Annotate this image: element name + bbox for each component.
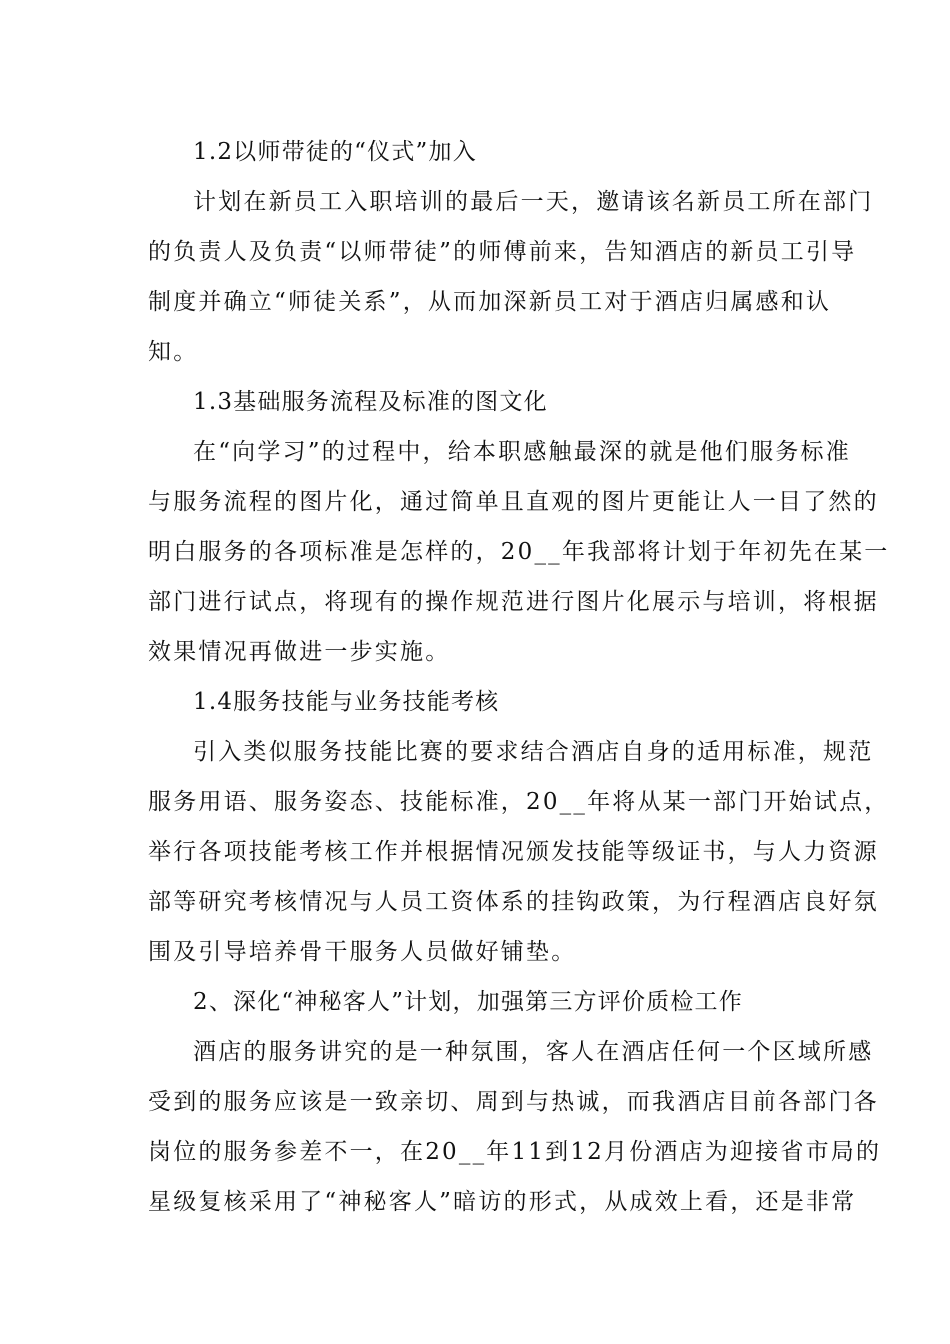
- paragraph-line: 引入类似服务技能比赛的要求结合酒店自身的适用标准，规范: [193, 739, 874, 765]
- paragraph-line: 部等研究考核情况与人员工资体系的挂钩政策，为行程酒店良好氛: [148, 889, 879, 915]
- section-heading-1-4: 1.4服务技能与业务技能考核: [193, 689, 500, 715]
- paragraph-line: 制度并确立“师徒关系”，从而加深新员工对于酒店归属感和认: [148, 289, 832, 315]
- paragraph-line: 的负责人及负责“以师带徒”的师傅前来，告知酒店的新员工引导: [148, 239, 857, 265]
- paragraph-line: 受到的服务应该是一致亲切、周到与热诚，而我酒店目前各部门各: [148, 1089, 879, 1115]
- paragraph-line: 酒店的服务讲究的是一种氛围，客人在酒店任何一个区域所感: [193, 1039, 874, 1065]
- section-heading-2: 2、深化“神秘客人”计划，加强第三方评价质检工作: [193, 989, 743, 1015]
- paragraph-line: 星级复核采用了“神秘客人”暗访的形式，从成效上看，还是非常: [148, 1189, 857, 1215]
- paragraph-line: 明白服务的各项标准是怎样的，20__年我部将计划于年初先在某一: [148, 539, 890, 565]
- paragraph-line: 服务用语、服务姿态、技能标准，20__年将从某一部门开始试点，: [148, 789, 890, 815]
- paragraph-line: 岗位的服务参差不一，在20__年11到12月份酒店为迎接省市局的: [148, 1139, 882, 1165]
- paragraph-line: 效果情况再做进一步实施。: [148, 639, 451, 665]
- paragraph-line: 围及引导培养骨干服务人员做好铺垫。: [148, 939, 577, 965]
- paragraph-line: 计划在新员工入职培训的最后一天，邀请该名新员工所在部门: [193, 189, 874, 215]
- section-heading-1-3: 1.3基础服务流程及标准的图文化: [193, 389, 548, 415]
- section-heading-1-2: 1.2以师带徒的“仪式”加入: [193, 139, 477, 165]
- paragraph-line: 在“向学习”的过程中，给本职感触最深的就是他们服务标准: [193, 439, 851, 465]
- paragraph-line: 知。: [148, 339, 199, 365]
- paragraph-line: 与服务流程的图片化，通过简单且直观的图片更能让人一目了然的: [148, 489, 879, 515]
- paragraph-line: 举行各项技能考核工作并根据情况颁发技能等级证书，与人力资源: [148, 839, 879, 865]
- paragraph-line: 部门进行试点，将现有的操作规范进行图片化展示与培训，将根据: [148, 589, 879, 615]
